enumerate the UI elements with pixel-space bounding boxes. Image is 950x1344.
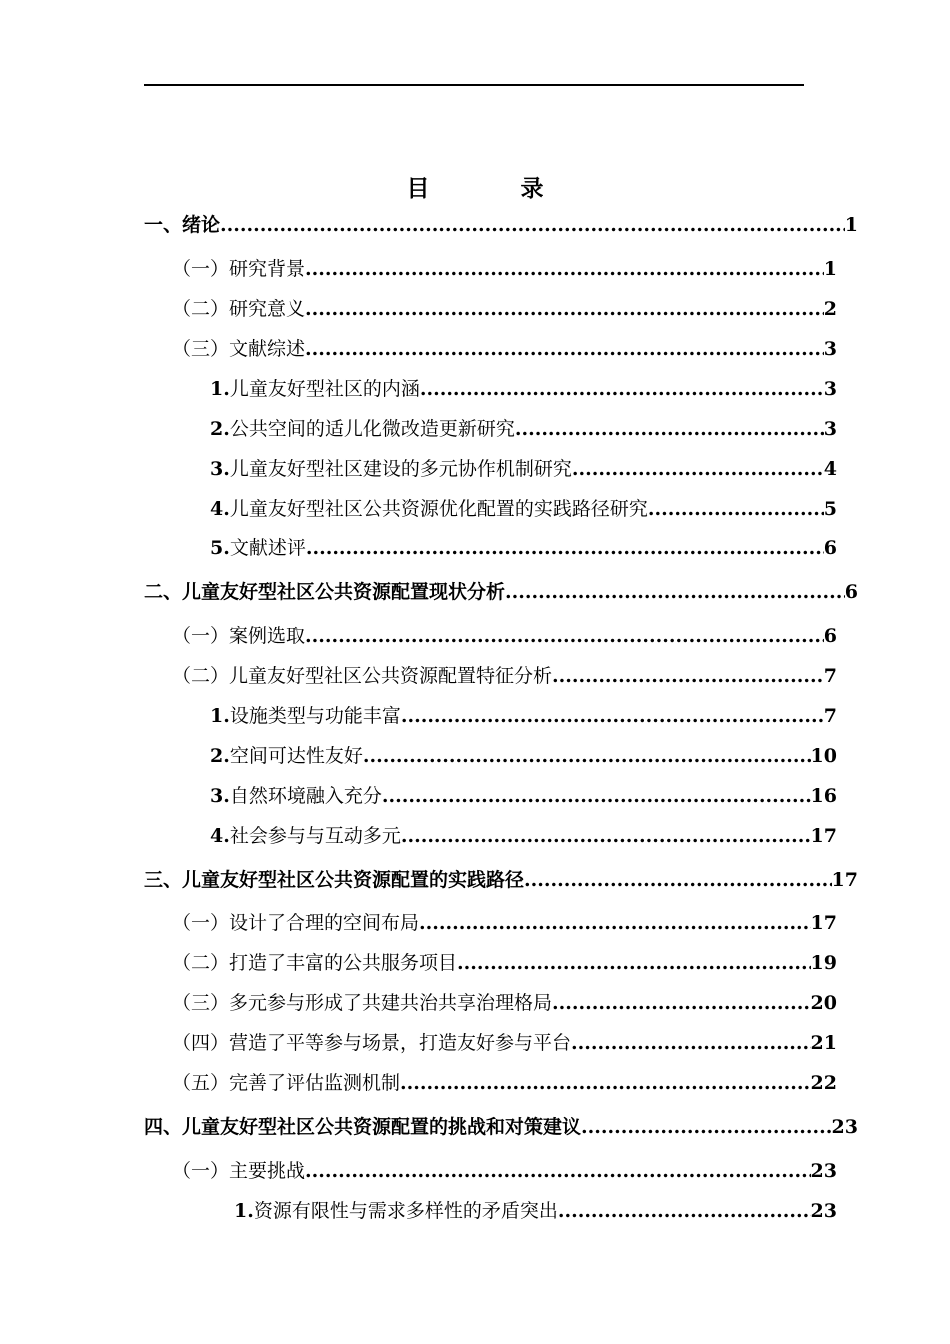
toc-entry-title: （二）儿童友好型社区公共资源配置特征分析 bbox=[172, 665, 553, 687]
toc-dot-leader bbox=[305, 623, 824, 649]
toc-dot-leader bbox=[305, 1158, 811, 1184]
toc-page-number: 3 bbox=[823, 338, 837, 360]
toc-page-number: 17 bbox=[810, 825, 837, 847]
toc-entry-number: 4. bbox=[210, 825, 230, 847]
toc-entry-title: 三、儿童友好型社区公共资源配置的实践路径 bbox=[144, 869, 525, 891]
toc-dot-leader bbox=[524, 867, 832, 893]
toc-entry-title: 二、儿童友好型社区公共资源配置现状分析 bbox=[144, 581, 506, 603]
toc-dot-leader bbox=[220, 212, 845, 238]
toc-entry[interactable] bbox=[210, 703, 837, 729]
toc-entry-title: 一、绪论 bbox=[144, 214, 221, 236]
toc-entry[interactable] bbox=[172, 296, 837, 322]
toc-dot-leader bbox=[515, 416, 824, 442]
toc-entry[interactable] bbox=[210, 783, 837, 809]
toc-page-number: 23 bbox=[831, 1116, 858, 1138]
toc-dot-leader bbox=[457, 950, 811, 976]
toc-dot-leader bbox=[572, 456, 824, 482]
toc-entry-number: 4. bbox=[210, 498, 230, 520]
toc-dot-leader bbox=[552, 990, 811, 1016]
toc-page-number: 5 bbox=[823, 498, 837, 520]
toc-page-number: 16 bbox=[810, 785, 837, 807]
toc-page-number: 4 bbox=[823, 458, 837, 480]
toc-entry[interactable] bbox=[172, 950, 837, 976]
toc-page-number: 23 bbox=[810, 1160, 837, 1182]
toc-page-number: 21 bbox=[810, 1032, 837, 1054]
toc-entry-title: 四、儿童友好型社区公共资源配置的挑战和对策建议 bbox=[144, 1116, 582, 1138]
toc-entry[interactable] bbox=[172, 336, 837, 362]
toc-entry-number: 3. bbox=[210, 458, 230, 480]
toc-entry-number: 1. bbox=[210, 705, 230, 727]
toc-title: 目 录 bbox=[406, 175, 578, 202]
toc-dot-leader bbox=[401, 703, 824, 729]
toc-dot-leader bbox=[558, 1198, 811, 1224]
toc-dot-leader bbox=[306, 535, 824, 561]
toc-entry-number: 1. bbox=[210, 378, 230, 400]
toc-entry-title: （一）设计了合理的空间布局 bbox=[172, 912, 420, 934]
toc-entry[interactable] bbox=[210, 496, 837, 522]
toc-entry-title: （四）营造了平等参与场景，打造友好参与平台 bbox=[172, 1032, 572, 1054]
toc-page-number: 6 bbox=[823, 625, 837, 647]
toc-entry-title: 儿童友好型社区的内涵 bbox=[229, 378, 420, 400]
toc-entry[interactable] bbox=[210, 456, 837, 482]
header-rule bbox=[144, 84, 804, 86]
toc-dot-leader bbox=[363, 743, 811, 769]
toc-page-number: 10 bbox=[810, 745, 837, 767]
toc-entry[interactable] bbox=[210, 416, 837, 442]
toc-entry-title: 文献述评 bbox=[229, 537, 306, 559]
toc-page-number: 1 bbox=[844, 214, 858, 236]
toc-dot-leader bbox=[400, 1070, 811, 1096]
toc-entry[interactable] bbox=[144, 579, 858, 605]
toc-entry-title: （三）多元参与形成了共建共治共享治理格局 bbox=[172, 992, 553, 1014]
toc-entry-title: 儿童友好型社区建设的多元协作机制研究 bbox=[229, 458, 572, 480]
toc-page-number: 7 bbox=[823, 705, 837, 727]
toc-entry[interactable] bbox=[172, 990, 837, 1016]
toc-entry-number: 1. bbox=[234, 1200, 254, 1222]
toc-entry[interactable] bbox=[172, 1158, 837, 1184]
toc-entry[interactable] bbox=[144, 867, 858, 893]
toc-page-number: 22 bbox=[810, 1072, 837, 1094]
toc-entry-title: 社会参与与互动多元 bbox=[229, 825, 401, 847]
toc-dot-leader bbox=[305, 256, 824, 282]
toc-page-number: 6 bbox=[823, 537, 837, 559]
toc-page-number: 3 bbox=[823, 418, 837, 440]
toc-entry-title: 空间可达性友好 bbox=[229, 745, 363, 767]
toc-page-number: 1 bbox=[823, 258, 837, 280]
toc-dot-leader bbox=[305, 336, 824, 362]
toc-entry-title: （二）打造了丰富的公共服务项目 bbox=[172, 952, 458, 974]
toc-entry[interactable] bbox=[172, 910, 837, 936]
toc-page-number: 20 bbox=[810, 992, 837, 1014]
toc-entry[interactable] bbox=[172, 663, 837, 689]
toc-dot-leader bbox=[552, 663, 824, 689]
toc-entry-title: （一）主要挑战 bbox=[172, 1160, 306, 1182]
toc-dot-leader bbox=[581, 1114, 832, 1140]
toc-entry[interactable] bbox=[210, 376, 837, 402]
toc-entry[interactable] bbox=[210, 743, 837, 769]
toc-dot-leader bbox=[305, 296, 824, 322]
toc-page-number: 17 bbox=[810, 912, 837, 934]
toc-entry[interactable] bbox=[172, 256, 837, 282]
toc-entry-title: （一）案例选取 bbox=[172, 625, 306, 647]
toc-entry-title: （三）文献综述 bbox=[172, 338, 306, 360]
toc-page-number: 3 bbox=[823, 378, 837, 400]
toc-page-number: 2 bbox=[823, 298, 837, 320]
toc-dot-leader bbox=[505, 579, 845, 605]
toc-entry-title: （五）完善了评估监测机制 bbox=[172, 1072, 401, 1094]
toc-dot-leader bbox=[420, 376, 824, 402]
toc-entry-title: （一）研究背景 bbox=[172, 258, 306, 280]
toc-dot-leader bbox=[648, 496, 824, 522]
toc-entry-number: 2. bbox=[210, 418, 230, 440]
toc-page-number: 23 bbox=[810, 1200, 837, 1222]
toc-entry-title: 公共空间的适儿化微改造更新研究 bbox=[229, 418, 515, 440]
toc-entry[interactable] bbox=[210, 823, 837, 849]
toc-dot-leader bbox=[571, 1030, 811, 1056]
toc-dot-leader bbox=[401, 823, 811, 849]
toc-entry[interactable] bbox=[172, 1070, 837, 1096]
toc-entry-title: 自然环境融入充分 bbox=[229, 785, 382, 807]
toc-entry-title: 资源有限性与需求多样性的矛盾突出 bbox=[253, 1200, 558, 1222]
toc-page-number: 7 bbox=[823, 665, 837, 687]
toc-entry-title: （二）研究意义 bbox=[172, 298, 306, 320]
toc-entry-title: 设施类型与功能丰富 bbox=[229, 705, 401, 727]
toc-entry-number: 5. bbox=[210, 537, 230, 559]
toc-entry[interactable] bbox=[172, 1030, 837, 1056]
toc-entry-title: 儿童友好型社区公共资源优化配置的实践路径研究 bbox=[229, 498, 648, 520]
toc-page-number: 19 bbox=[810, 952, 837, 974]
toc-entry[interactable] bbox=[172, 623, 837, 649]
toc-dot-leader bbox=[419, 910, 811, 936]
toc-entry[interactable] bbox=[210, 535, 837, 561]
toc-entry-number: 3. bbox=[210, 785, 230, 807]
toc-page-number: 17 bbox=[831, 869, 858, 891]
toc-page-number: 6 bbox=[844, 581, 858, 603]
toc-entry[interactable] bbox=[144, 212, 858, 238]
toc-entry[interactable] bbox=[234, 1198, 837, 1224]
toc-entry-number: 2. bbox=[210, 745, 230, 767]
toc-entry[interactable] bbox=[144, 1114, 858, 1140]
toc-dot-leader bbox=[382, 783, 811, 809]
